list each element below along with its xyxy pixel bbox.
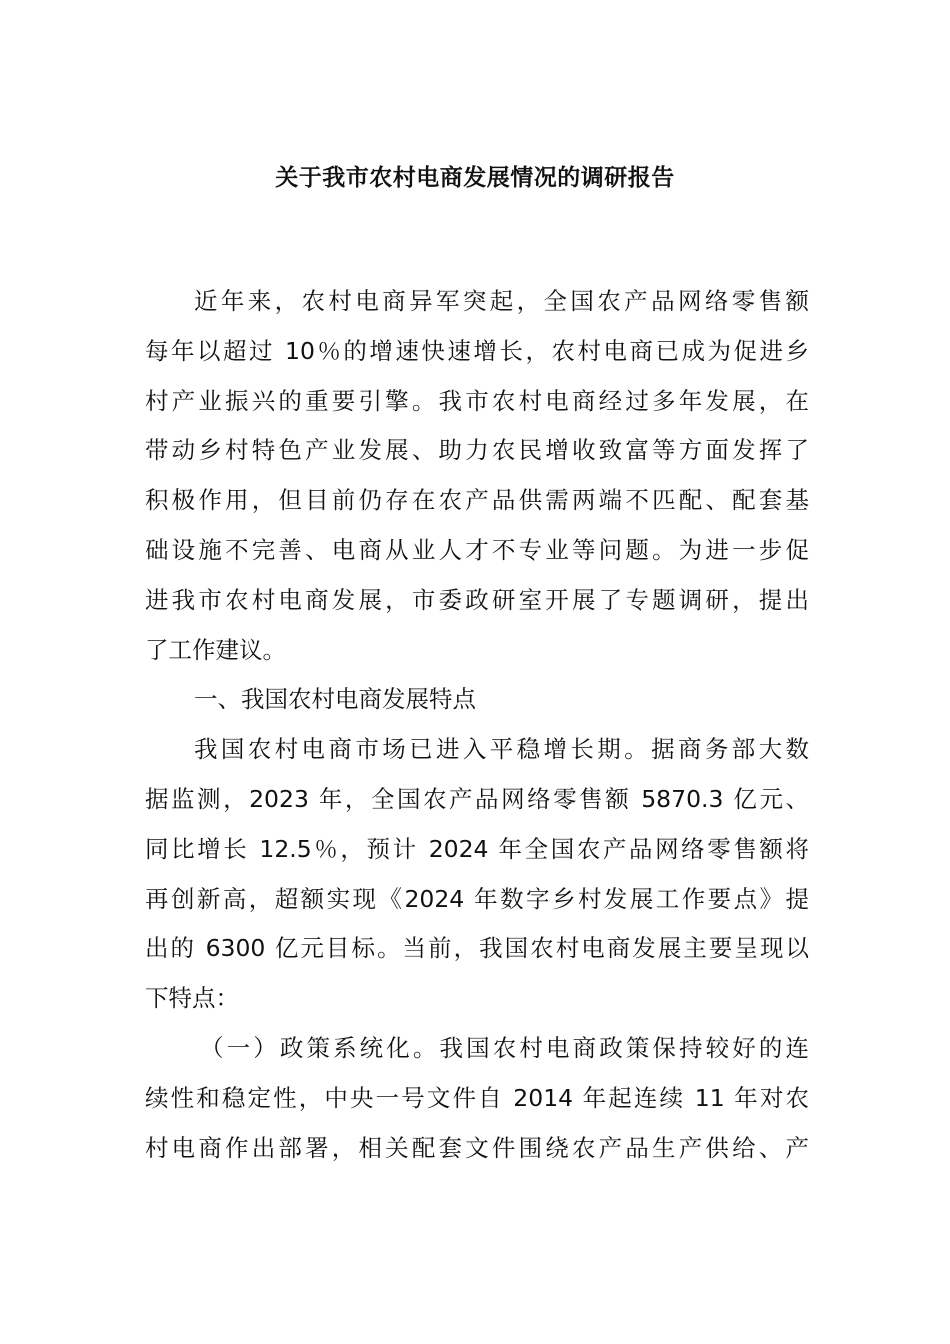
document-title: 关于我市农村电商发展情况的调研报告 [275,165,675,191]
paragraph-line: 进我市农村电商发展，市委政研室开展了专题调研，提出 [145,585,809,614]
paragraph-line: 下特点： [145,984,239,1013]
paragraph-line: 我国农村电商市场已进入平稳增长期。据商务部大数 [194,735,809,764]
paragraph-line: 近年来，农村电商异军突起，全国农产品网络零售额 [194,287,809,315]
paragraph-line: 础设施不完善、电商从业人才不专业等问题。为进一步促 [145,535,809,564]
paragraph-line: 了工作建议。 [145,635,286,664]
paragraph-line: 带动乡村特色产业发展、助力农民增收致富等方面发挥了 [145,436,809,465]
section-heading: 一、我国农村电商发展特点 [194,685,476,714]
subsection-line: （一）政策系统化。我国农村电商政策保持较好的连 [200,1033,809,1062]
paragraph-line: 每年以超过 10％的增速快速增长，农村电商已成为促进乡 [145,336,809,365]
paragraph-line: 积极作用，但目前仍存在农产品供需两端不匹配、配套基 [145,486,809,515]
paragraph-line: 同比增长 12.5％，预计 2024 年全国农产品网络零售额将 [145,834,809,863]
paragraph-line: 续性和稳定性，中央一号文件自 2014 年起连续 11 年对农 [145,1083,809,1112]
paragraph-line: 据监测，2023 年，全国农产品网络零售额 5870.3 亿元、 [145,784,809,813]
document-body [145,277,809,1173]
paragraph-line: 出的 6300 亿元目标。当前，我国农村电商发展主要呈现以 [145,934,809,963]
paragraph-line: 村电商作出部署，相关配套文件围绕农产品生产供给、产 [145,1133,809,1162]
paragraph-line: 再创新高，超额实现《2024 年数字乡村发展工作要点》提 [145,884,809,913]
paragraph-line: 村产业振兴的重要引擎。我市农村电商经过多年发展，在 [145,386,809,415]
